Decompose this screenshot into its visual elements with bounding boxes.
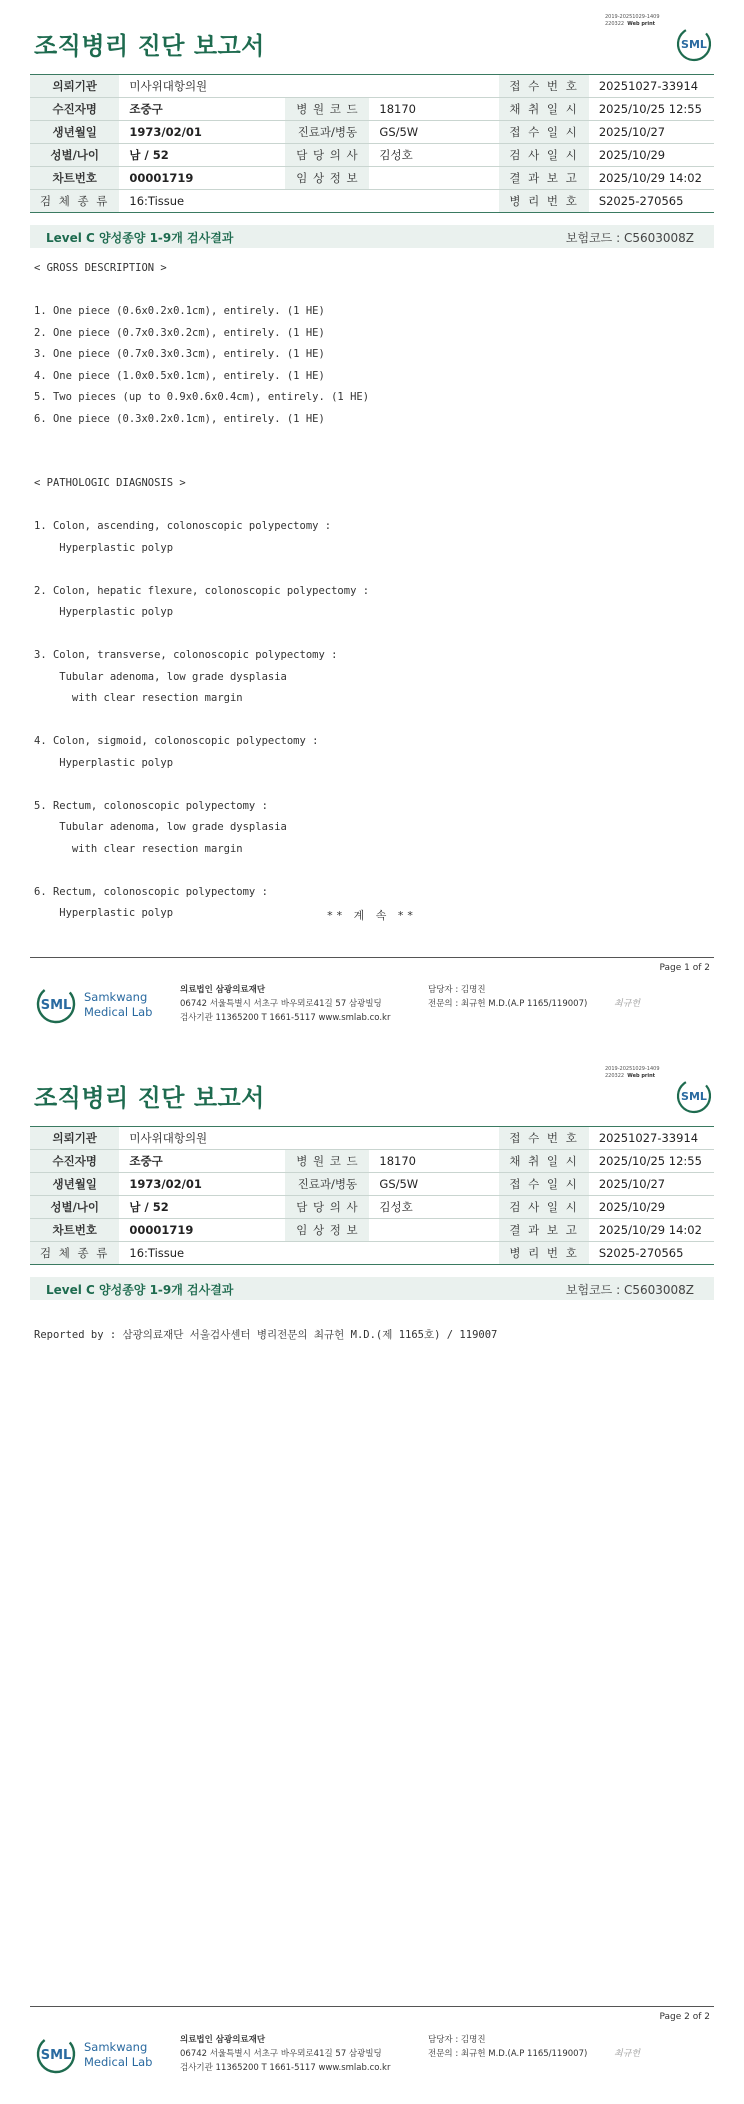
path-no-label: 병 리 번 호 bbox=[499, 1242, 588, 1265]
print-stamp-mode: Web print bbox=[627, 21, 656, 27]
table-row bbox=[30, 98, 714, 121]
footer-divider bbox=[30, 957, 714, 958]
clinical-value bbox=[369, 167, 499, 190]
clinical-label: 임 상 정 보 bbox=[285, 1219, 369, 1242]
continued-marker: ** 계 속 ** bbox=[327, 909, 417, 922]
clinic-value: 미사위대항의원 bbox=[119, 75, 499, 98]
signature: 최규헌 bbox=[614, 2049, 641, 2059]
doctor-value: 김성호 bbox=[369, 144, 499, 167]
reported-label: 결 과 보 고 bbox=[499, 167, 588, 190]
table-row bbox=[30, 144, 714, 167]
table-row bbox=[30, 1173, 714, 1196]
reported-label: 결 과 보 고 bbox=[499, 1219, 588, 1242]
path-no-value: S2025-270565 bbox=[589, 190, 714, 213]
table-row bbox=[30, 1196, 714, 1219]
hospital-code-value: 18170 bbox=[369, 98, 499, 121]
specimen-label: 검 체 종 류 bbox=[30, 190, 119, 213]
table-row bbox=[30, 190, 714, 213]
clinic-label: 의뢰기관 bbox=[30, 1127, 119, 1150]
specialist: 전문의 : 최규헌 M.D.(A.P 1165/119007) bbox=[428, 999, 588, 1009]
sex-age-value: 남 / 52 bbox=[119, 1196, 285, 1219]
org-address: 06742 서울특별시 서초구 바우뫼로41길 57 삼광빌딩 bbox=[180, 2049, 382, 2059]
org-contact: 검사기관 11365200 T 1661-5117 www.smlab.co.kr bbox=[180, 2063, 391, 2073]
chart-label: 차트번호 bbox=[30, 1219, 119, 1242]
specimen-value: 16:Tissue bbox=[119, 190, 499, 213]
print-stamp-line1: 2019-20251029-1409 bbox=[605, 14, 660, 20]
samkwang-logo-icon bbox=[36, 2032, 156, 2076]
footer-staff bbox=[428, 2033, 587, 2061]
tested-label: 검 사 일 시 bbox=[499, 144, 588, 167]
print-stamp bbox=[605, 1066, 660, 1080]
print-stamp-code: 220322 bbox=[605, 1073, 625, 1079]
tested-value: 2025/10/29 bbox=[589, 144, 714, 167]
org-name: 의료법인 삼광의료재단 bbox=[180, 985, 266, 995]
footer-organization bbox=[180, 983, 390, 1025]
received-value: 2025/10/27 bbox=[589, 1173, 714, 1196]
table-row bbox=[30, 167, 714, 190]
table-row bbox=[30, 1150, 714, 1173]
test-band bbox=[30, 1277, 714, 1300]
hospital-code-label: 병 원 코 드 bbox=[285, 98, 369, 121]
chart-value: 00001719 bbox=[119, 1219, 285, 1242]
gross-and-diagnosis-text: < GROSS DESCRIPTION > 1. One piece (0.6x0.2x0.1cm), entirely. (1 HE) 2. One piece (0.7x0.3x0.2cm), entirely. (1 HE) 3. One piece (0.7x0.3x0.3cm), entirely. (1 HE) 4. One piece (1.0x0.5x0.1cm), entirely. (1 HE) 5. Two pieces (up to 0.9x0.6x0.4cm), entirely. (1 HE) 6. One piece (0.3x0.2x0.1cm), entirely. (1 HE) < PATHOLOGIC DIAGNOSIS > 1. Colon, ascending, colonoscopic polypectomy : Hyperplastic polyp 2. Colon, hepatic flexure, colonoscopic polypectomy : Hyperplastic polyp 3. Colon, transverse, colonoscopic polypectomy : Tubular adenoma, low grade dysplasia with clear resection margin 4. Colon, sigmoid, colonoscopic polypectomy : Hyperplastic polyp 5. Rectum, colonoscopic polypectomy : Tubular adenoma, low grade dysplasia with clear resection margin 6. Rectum, colonoscopic polypectomy : Hyperplastic polyp bbox=[34, 262, 370, 919]
report-page-2 bbox=[0, 1052, 744, 2104]
specialist: 전문의 : 최규헌 M.D.(A.P 1165/119007) bbox=[428, 2049, 588, 2059]
reported-by-text: Reported by : 삼광의료재단 서울검사센터 병리전문의 최규헌 M.D.(제 1165호) / 119007 bbox=[34, 1329, 498, 1341]
collected-value: 2025/10/25 12:55 bbox=[589, 1150, 714, 1173]
sex-age-value: 남 / 52 bbox=[119, 144, 285, 167]
logo-text: SML bbox=[681, 1090, 707, 1103]
receipt-no-value: 20251027-33914 bbox=[589, 75, 714, 98]
print-stamp-code: 220322 bbox=[605, 21, 625, 27]
manager: 담당자 : 김명진 bbox=[428, 2035, 486, 2045]
tested-label: 검 사 일 시 bbox=[499, 1196, 588, 1219]
clinical-value bbox=[369, 1219, 499, 1242]
test-name: Level C 양성종양 1-9개 검사결과 bbox=[46, 1283, 234, 1297]
sml-logo-icon bbox=[676, 26, 712, 62]
dept-label: 진료과/병동 bbox=[285, 1173, 369, 1196]
tested-value: 2025/10/29 bbox=[589, 1196, 714, 1219]
print-stamp-mode: Web print bbox=[627, 1073, 656, 1079]
dob-label: 생년월일 bbox=[30, 121, 119, 144]
patient-value: 조중구 bbox=[119, 98, 285, 121]
hospital-code-value: 18170 bbox=[369, 1150, 499, 1173]
footer-staff bbox=[428, 983, 587, 1011]
sex-age-label: 성별/나이 bbox=[30, 144, 119, 167]
dob-value: 1973/02/01 bbox=[119, 121, 285, 144]
patient-label: 수진자명 bbox=[30, 98, 119, 121]
dob-value: 1973/02/01 bbox=[119, 1173, 285, 1196]
receipt-no-label: 접 수 번 호 bbox=[499, 75, 588, 98]
doctor-value: 김성호 bbox=[369, 1196, 499, 1219]
collected-label: 채 취 일 시 bbox=[499, 1150, 588, 1173]
specimen-label: 검 체 종 류 bbox=[30, 1242, 119, 1265]
table-row bbox=[30, 1219, 714, 1242]
footer-organization bbox=[180, 2033, 390, 2075]
page-number: Page 2 of 2 bbox=[659, 2012, 710, 2022]
clinic-value: 미사위대항의원 bbox=[119, 1127, 499, 1150]
received-value: 2025/10/27 bbox=[589, 121, 714, 144]
received-label: 접 수 일 시 bbox=[499, 1173, 588, 1196]
test-band bbox=[30, 225, 714, 248]
foot-logo-text: SML bbox=[40, 998, 72, 1013]
foot-logo-line2: Medical Lab bbox=[84, 2055, 153, 2069]
receipt-no-value: 20251027-33914 bbox=[589, 1127, 714, 1150]
table-row bbox=[30, 1127, 714, 1150]
table-row bbox=[30, 121, 714, 144]
path-no-value: S2025-270565 bbox=[589, 1242, 714, 1265]
insurance-code: 보험코드 : C5603008Z bbox=[565, 231, 694, 245]
path-no-label: 병 리 번 호 bbox=[499, 190, 588, 213]
report-title: 조직병리 진단 보고서 bbox=[34, 32, 265, 60]
manager: 담당자 : 김명진 bbox=[428, 985, 486, 995]
org-name: 의료법인 삼광의료재단 bbox=[180, 2035, 266, 2045]
signature: 최규헌 bbox=[614, 999, 641, 1009]
table-row bbox=[30, 75, 714, 98]
patient-info-table bbox=[30, 1126, 714, 1265]
org-contact: 검사기관 11365200 T 1661-5117 www.smlab.co.kr bbox=[180, 1013, 391, 1023]
test-name: Level C 양성종양 1-9개 검사결과 bbox=[46, 231, 234, 245]
print-stamp-line1: 2019-20251029-1409 bbox=[605, 1066, 660, 1072]
sml-logo-icon bbox=[676, 1078, 712, 1114]
report-title: 조직병리 진단 보고서 bbox=[34, 1084, 265, 1112]
dept-value: GS/5W bbox=[369, 1173, 499, 1196]
foot-logo-line1: Samkwang bbox=[84, 990, 148, 1004]
foot-logo-line2: Medical Lab bbox=[84, 1005, 153, 1019]
receipt-no-label: 접 수 번 호 bbox=[499, 1127, 588, 1150]
chart-value: 00001719 bbox=[119, 167, 285, 190]
specimen-value: 16:Tissue bbox=[119, 1242, 499, 1265]
dept-label: 진료과/병동 bbox=[285, 121, 369, 144]
collected-value: 2025/10/25 12:55 bbox=[589, 98, 714, 121]
org-address: 06742 서울특별시 서초구 바우뫼로41길 57 삼광빌딩 bbox=[180, 999, 382, 1009]
insurance-code: 보험코드 : C5603008Z bbox=[565, 1283, 694, 1297]
doctor-label: 담 당 의 사 bbox=[285, 1196, 369, 1219]
patient-label: 수진자명 bbox=[30, 1150, 119, 1173]
patient-info-table bbox=[30, 74, 714, 213]
reported-value: 2025/10/29 14:02 bbox=[589, 1219, 714, 1242]
doctor-label: 담 당 의 사 bbox=[285, 144, 369, 167]
chart-label: 차트번호 bbox=[30, 167, 119, 190]
received-label: 접 수 일 시 bbox=[499, 121, 588, 144]
clinical-label: 임 상 정 보 bbox=[285, 167, 369, 190]
table-row bbox=[30, 1242, 714, 1265]
foot-logo-text: SML bbox=[40, 2048, 72, 2063]
dept-value: GS/5W bbox=[369, 121, 499, 144]
hospital-code-label: 병 원 코 드 bbox=[285, 1150, 369, 1173]
patient-value: 조중구 bbox=[119, 1150, 285, 1173]
foot-logo-line1: Samkwang bbox=[84, 2040, 148, 2054]
page-number: Page 1 of 2 bbox=[659, 963, 710, 973]
print-stamp bbox=[605, 14, 660, 28]
footer-divider bbox=[30, 2006, 714, 2007]
collected-label: 채 취 일 시 bbox=[499, 98, 588, 121]
sex-age-label: 성별/나이 bbox=[30, 1196, 119, 1219]
logo-text: SML bbox=[681, 38, 707, 51]
reported-value: 2025/10/29 14:02 bbox=[589, 167, 714, 190]
clinic-label: 의뢰기관 bbox=[30, 75, 119, 98]
samkwang-logo-icon bbox=[36, 982, 156, 1026]
dob-label: 생년월일 bbox=[30, 1173, 119, 1196]
